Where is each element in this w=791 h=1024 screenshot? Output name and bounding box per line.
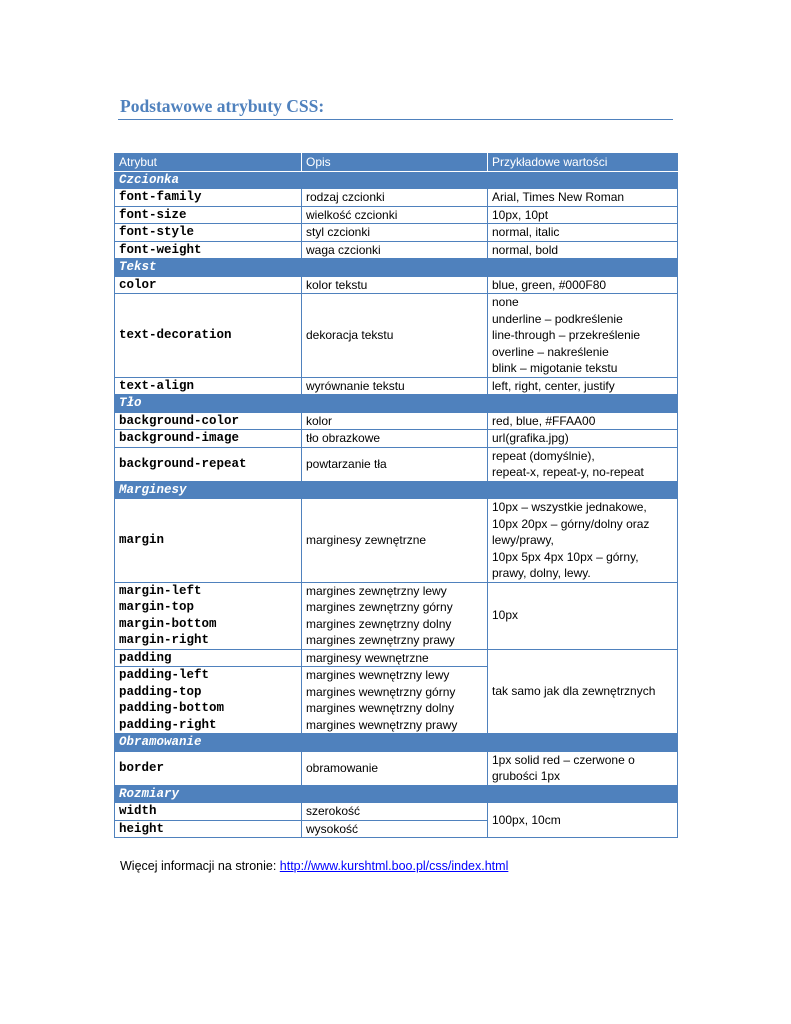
table-row	[115, 751, 678, 785]
attr-example: tak samo jak dla zewnętrznych	[488, 649, 678, 734]
attr-desc: styl czcionki	[302, 224, 488, 242]
attr-example: 10px	[488, 582, 678, 649]
page-title: Podstawowe atrybuty CSS:	[120, 96, 325, 116]
group-row-size	[115, 785, 678, 803]
table-row	[115, 447, 678, 481]
example-line: repeat-x, repeat-y, no-repeat	[492, 465, 644, 479]
attr-desc: szerokość	[302, 803, 488, 821]
attr-name: width	[115, 803, 302, 821]
attr-name: background-repeat	[115, 447, 302, 481]
example-line: 10px 20px – górny/dolny oraz	[492, 516, 650, 531]
attr-desc: wyrównanie tekstu	[302, 377, 488, 395]
attr-name: font-weight	[115, 241, 302, 259]
example-line: none	[492, 295, 519, 309]
attr-desc: obramowanie	[302, 751, 488, 785]
attr-desc: dekoracja tekstu	[302, 294, 488, 378]
example-line: lewy/prawy,	[492, 533, 554, 547]
title-divider	[118, 119, 673, 120]
attr-name	[115, 667, 302, 734]
example-line: underline – podkreślenie	[492, 311, 623, 326]
header-desc: Opis	[302, 154, 488, 172]
group-row-background	[115, 395, 678, 413]
group-label: Tło	[115, 395, 678, 413]
table-row	[115, 582, 678, 649]
table-row	[115, 241, 678, 259]
attr-desc: rodzaj czcionki	[302, 189, 488, 207]
attr-example: url(grafika.jpg)	[488, 430, 678, 448]
desc-line: margines zewnętrzny dolny	[306, 616, 452, 631]
table-row	[115, 649, 678, 667]
attr-example: normal, italic	[488, 224, 678, 242]
group-label: Obramowanie	[115, 734, 678, 752]
attr-name: height	[115, 820, 302, 838]
example-line: overline – nakreślenie	[492, 344, 609, 359]
attr-name: background-color	[115, 412, 302, 430]
example-line: prawy, dolny, lewy.	[492, 566, 591, 580]
attr-line: padding-top	[119, 684, 202, 699]
table-row	[115, 206, 678, 224]
table-row	[115, 377, 678, 395]
attr-line: padding-right	[119, 717, 217, 732]
attr-desc: powtarzanie tła	[302, 447, 488, 481]
example-line: line-through – przekreślenie	[492, 328, 641, 342]
attr-name: color	[115, 276, 302, 294]
attr-desc: kolor tekstu	[302, 276, 488, 294]
attr-desc: wysokość	[302, 820, 488, 838]
example-line: grubości 1px	[492, 769, 561, 783]
attr-desc: kolor	[302, 412, 488, 430]
attr-name: background-image	[115, 430, 302, 448]
attr-name: margin	[115, 499, 302, 583]
attr-line: padding-left	[119, 668, 210, 682]
group-label: Marginesy	[115, 481, 678, 499]
desc-line: margines zewnętrzny lewy	[306, 583, 447, 598]
table-row	[115, 803, 678, 821]
table-row	[115, 224, 678, 242]
table-row	[115, 276, 678, 294]
example-line: repeat (domyślnie),	[492, 448, 595, 463]
attr-desc: marginesy zewnętrzne	[302, 499, 488, 583]
attr-example: 10px, 10pt	[488, 206, 678, 224]
attr-example	[488, 751, 678, 785]
attr-name: text-align	[115, 377, 302, 395]
example-line: 1px solid red – czerwone o	[492, 752, 635, 767]
attr-example: left, right, center, justify	[488, 377, 678, 395]
attr-desc: tło obrazkowe	[302, 430, 488, 448]
header-example: Przykładowe wartości	[488, 154, 678, 172]
attr-desc: waga czcionki	[302, 241, 488, 259]
attr-example: Arial, Times New Roman	[488, 189, 678, 207]
attr-name: font-size	[115, 206, 302, 224]
attr-name: font-style	[115, 224, 302, 242]
css-attributes-table	[114, 153, 678, 838]
desc-line: margines zewnętrzny prawy	[306, 633, 455, 647]
attr-line: margin-bottom	[119, 616, 217, 631]
example-line: 10px – wszystkie jednakowe,	[492, 500, 647, 514]
table-row	[115, 499, 678, 583]
attr-example: red, blue, #FFAA00	[488, 412, 678, 430]
group-label: Rozmiary	[115, 785, 678, 803]
table-header-row	[115, 154, 678, 172]
group-row-font	[115, 171, 678, 189]
attr-line: margin-left	[119, 583, 202, 598]
attr-example: blue, green, #000F80	[488, 276, 678, 294]
example-line: 10px 5px 4px 10px – górny,	[492, 549, 639, 564]
desc-line: margines wewnętrzny lewy	[306, 668, 450, 682]
example-line: blink – migotanie tekstu	[492, 361, 618, 375]
attr-name	[115, 582, 302, 649]
table-row	[115, 430, 678, 448]
desc-line: margines wewnętrzny dolny	[306, 701, 455, 715]
attr-example	[488, 499, 678, 583]
table-row	[115, 189, 678, 207]
attr-example	[488, 447, 678, 481]
header-attr: Atrybut	[115, 154, 302, 172]
desc-line: margines wewnętrzny prawy	[306, 717, 458, 732]
attr-name: font-family	[115, 189, 302, 207]
attr-name: text-decoration	[115, 294, 302, 378]
attr-example: normal, bold	[488, 241, 678, 259]
attr-example	[488, 294, 678, 378]
attr-name: border	[115, 751, 302, 785]
attr-name: padding	[115, 649, 302, 667]
attr-example: 100px, 10cm	[488, 803, 678, 838]
footer-note	[120, 859, 508, 873]
footer-link[interactable]: http://www.kurshtml.boo.pl/css/index.html	[279, 859, 509, 873]
table-row	[115, 412, 678, 430]
attr-line: padding-bottom	[119, 701, 225, 715]
attr-desc: marginesy wewnętrzne	[302, 649, 488, 667]
attr-desc	[302, 582, 488, 649]
group-row-text	[115, 259, 678, 277]
footer-text: Więcej informacji na stronie:	[120, 859, 280, 873]
group-label: Tekst	[115, 259, 678, 277]
group-row-border	[115, 734, 678, 752]
attr-line: margin-right	[119, 633, 210, 647]
table-row	[115, 294, 678, 378]
desc-line: margines zewnętrzny górny	[306, 600, 453, 614]
attr-line: margin-top	[119, 600, 195, 614]
group-row-margins	[115, 481, 678, 499]
desc-line: margines wewnętrzny górny	[306, 684, 456, 699]
attr-desc: wielkość czcionki	[302, 206, 488, 224]
group-label: Czcionka	[115, 171, 678, 189]
attr-desc	[302, 667, 488, 734]
